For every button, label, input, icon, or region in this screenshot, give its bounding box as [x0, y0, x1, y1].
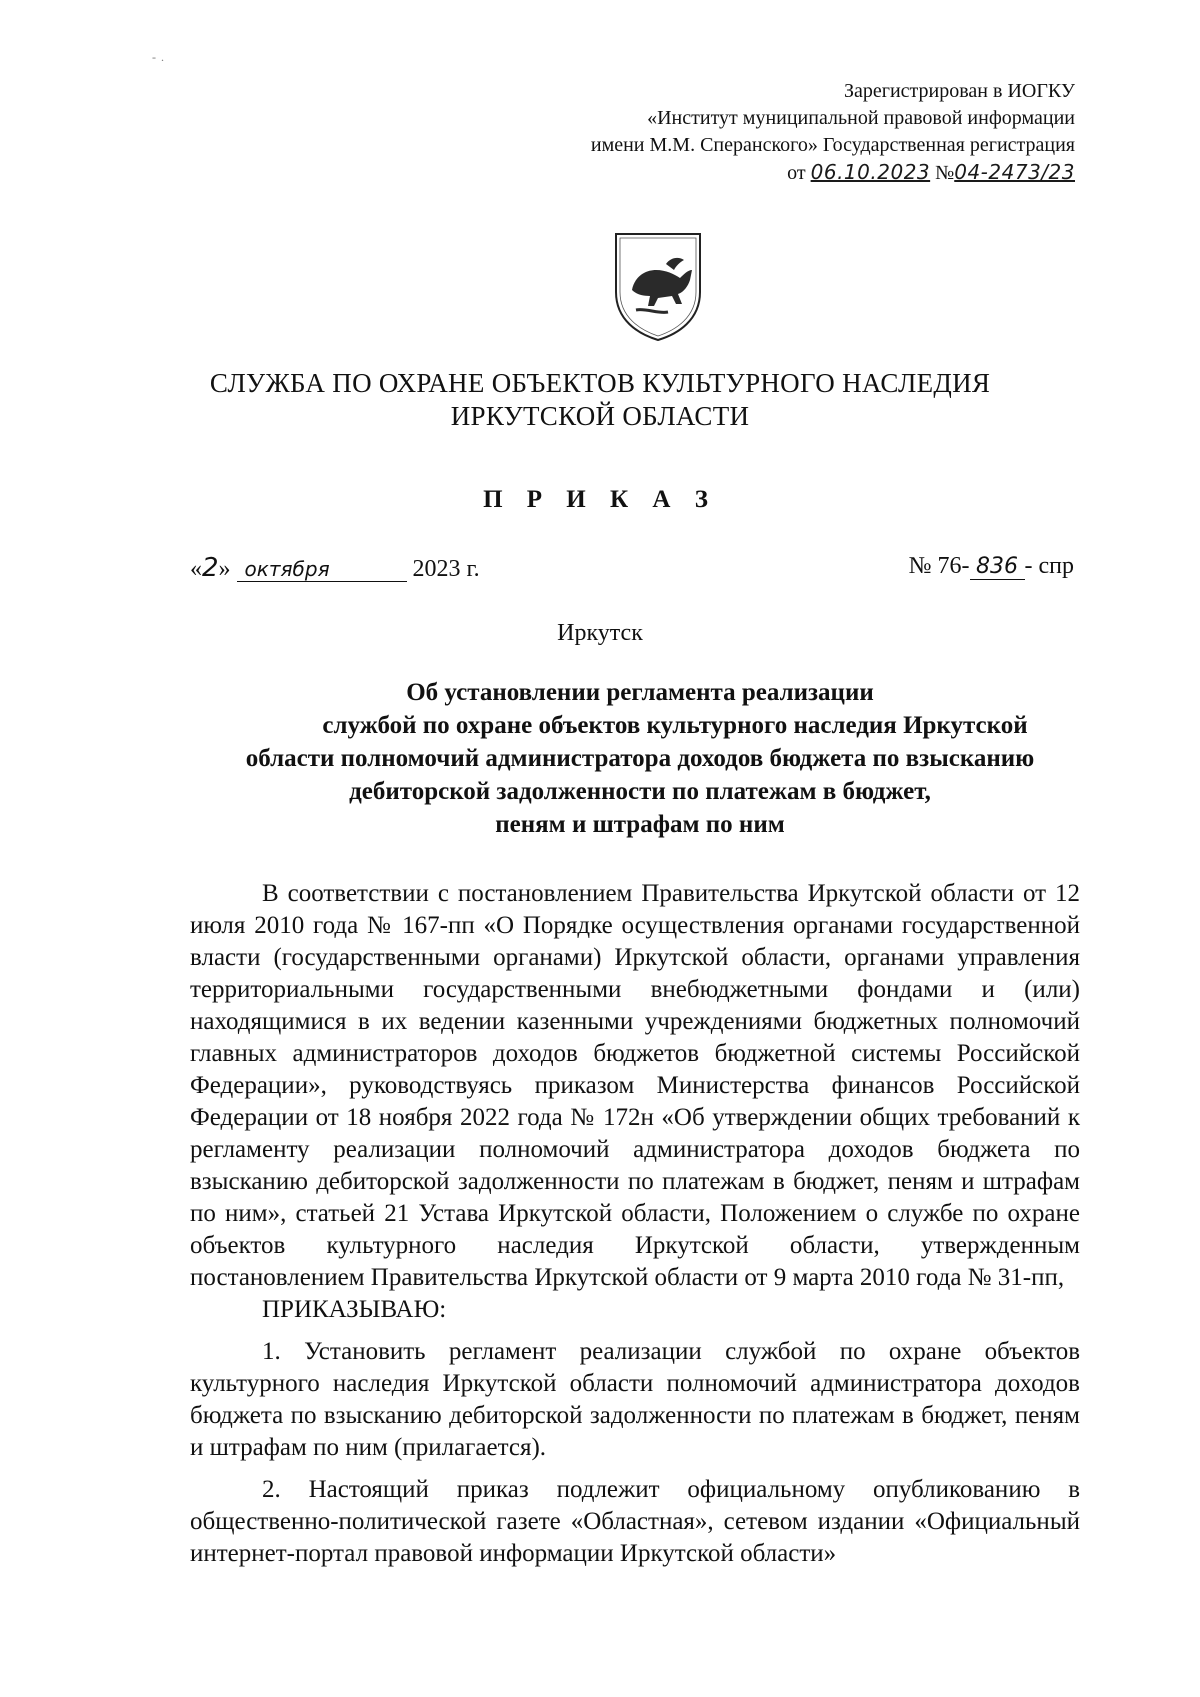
subject-line-5: пеням и штрафам по ним	[495, 811, 785, 838]
organization-name	[0, 367, 1200, 433]
order-item-2: 2. Настоящий приказ подлежит официальному опубликованию в общественно-политической газете «Областная», сетевом издании «Официальный интернет-портал правовой информации Иркутской области»	[190, 1476, 1080, 1567]
order-item-1: 1. Установить регламент реализации службой по охране объектов культурного наследия Иркутской области полномочий администратора доходов бюджета по взысканию дебиторской задолженности по платежам в бюджет, пеням и штрафам по ним (прилагается).	[190, 1338, 1080, 1461]
order-number-prefix: № 76-	[908, 553, 970, 579]
order-subject	[200, 676, 1080, 841]
registration-date-row	[591, 159, 1075, 187]
order-word: ПРИКАЗЫВАЮ:	[262, 1296, 447, 1323]
date-year: 2023 г.	[412, 556, 480, 582]
registration-block	[591, 78, 1075, 187]
organization-line-2: ИРКУТСКОЙ ОБЛАСТИ	[450, 401, 750, 431]
coat-of-arms-icon	[612, 230, 704, 344]
order-number	[909, 553, 1074, 580]
organization-line-1: СЛУЖБА ПО ОХРАНЕ ОБЪЕКТОВ КУЛЬТУРНОГО НАСЛЕДИЯ	[209, 368, 991, 398]
order-date	[190, 553, 480, 583]
preamble-paragraph: В соответствии с постановлением Правительства Иркутской области от 12 июля 2010 года № 167-пп «О Порядке осуществления органами государственной власти (государственными органами) Иркутской области, органами управления территориальными государственными внебюджетными фондами и (или) находящимися в их ведении казенными учреждениями бюджетных полномочий главных администраторов доходов бюджетов бюджетной системы Российской Федерации», руководствуясь приказом Министерства финансов Российской Федерации от 18 ноября 2022 года № 172н «Об утверждении общих требований к регламенту реализации полномочий администратора доходов бюджета по взысканию дебиторской задолженности по платежам в бюджет, пеням и штрафам по ним», статьей 21 Устава Иркутской области, Положением о службе по охране объектов культурного наследия Иркутской области, утвержденным постановлением Правительства Иркутской области от 9 марта 2010 года № 31-пп,	[190, 880, 1080, 1291]
city: Иркутск	[557, 620, 643, 646]
registration-line-1: Зарегистрирован в ИОГКУ	[844, 80, 1075, 102]
date-month: октября	[237, 557, 407, 582]
registration-date-prefix: от	[787, 162, 806, 184]
subject-line-1: Об установлении регламента реализации	[406, 679, 874, 706]
subject-line-4: дебиторской задолженности по платежам в бюджет,	[349, 778, 931, 805]
date-open-quote: «	[190, 556, 202, 582]
registration-line-3: имени М.М. Сперанского» Государственная регистрация	[590, 134, 1075, 156]
registration-date: 06.10.2023	[810, 160, 931, 184]
document-type-title: П Р И К А З	[483, 486, 717, 513]
order-body	[190, 878, 1080, 1570]
date-close-quote: »	[218, 556, 231, 582]
subject-line-2: службой по охране объектов культурного наследия Иркутской	[322, 712, 1028, 739]
registration-line-2: «Институт муниципальной правовой информации	[647, 107, 1075, 129]
subject-line-3: области полномочий администратора доходов бюджета по взысканию	[245, 745, 1035, 772]
order-number-suffix: - спр	[1024, 553, 1074, 579]
registration-number: 04-2473/23	[954, 160, 1075, 184]
date-day: 2	[202, 553, 219, 583]
scan-mark: ‐ .	[152, 50, 165, 64]
registration-number-prefix: №	[935, 162, 955, 184]
order-number-value: 836	[970, 555, 1025, 580]
